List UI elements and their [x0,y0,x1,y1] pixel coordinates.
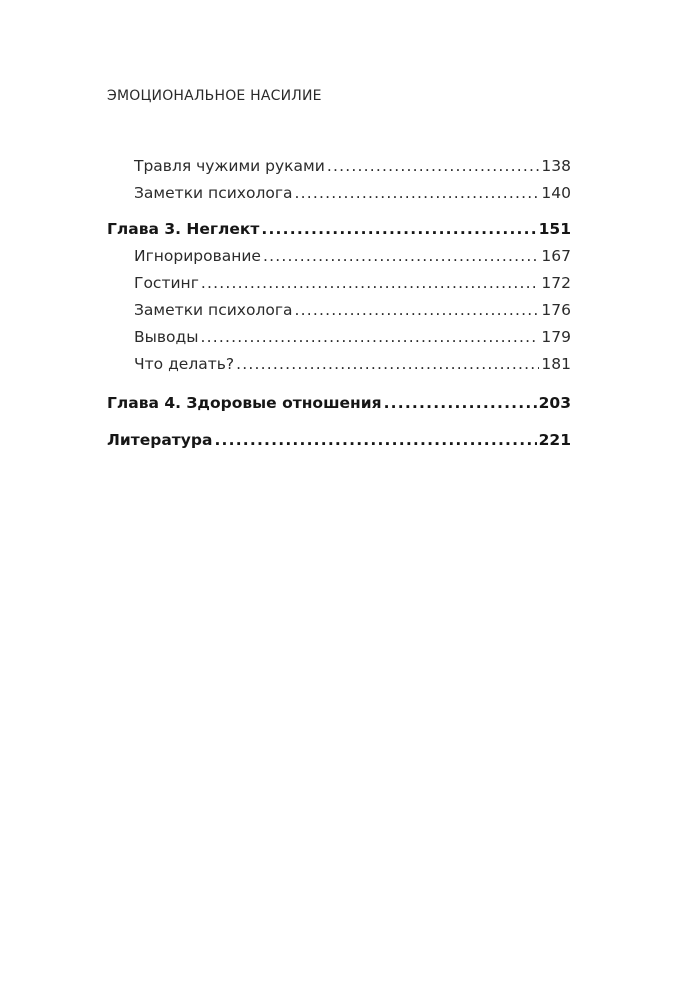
toc-entry[interactable] [134,156,571,176]
dot-leader [201,273,540,293]
dot-leader [294,183,539,203]
toc-entry-page: 172 [541,274,571,292]
toc-entry-page: 151 [538,220,571,238]
toc-entry-page: 181 [541,355,571,373]
running-head: ЭМОЦИОНАЛЬНОЕ НАСИЛИЕ [107,88,322,104]
toc-entry-page: 140 [541,184,571,202]
toc-entry-title: Заметки психолога [134,301,293,319]
toc-entry[interactable] [134,273,571,293]
toc-entry-title: Игнорирование [134,247,261,265]
dot-leader [263,246,539,266]
toc-entry-title: Литература [107,431,213,449]
toc-entry-page: 203 [538,394,571,412]
toc-entry[interactable] [134,246,571,266]
toc-entry[interactable] [134,300,571,320]
toc-chapter-entry[interactable] [107,393,571,413]
toc-entry-title: Глава 4. Здоровые отношения [107,394,382,412]
dot-leader [200,327,539,347]
toc-entry-page: 176 [541,301,571,319]
toc-entry-title: Что делать? [134,355,235,373]
toc-entry-page: 221 [538,431,571,449]
dot-leader [236,354,539,374]
toc-entry-title: Травля чужими руками [134,157,325,175]
toc-entry-page: 138 [541,157,571,175]
dot-leader [294,300,539,320]
toc-chapter-entry[interactable] [107,219,571,239]
toc-entry[interactable] [134,183,571,203]
toc-chapter-entry[interactable] [107,430,571,450]
toc-entry-page: 167 [541,247,571,265]
dot-leader [384,393,537,413]
dot-leader [327,156,540,176]
toc-entry-title: Гостинг [134,274,199,292]
toc-entry-page: 179 [541,328,571,346]
toc-entry-title: Глава 3. Неглект [107,220,260,238]
dot-leader [261,219,536,239]
toc-entry-title: Выводы [134,328,199,346]
dot-leader [214,430,536,450]
toc-entry[interactable] [134,354,571,374]
toc-entry-title: Заметки психолога [134,184,293,202]
toc-entry[interactable] [134,327,571,347]
